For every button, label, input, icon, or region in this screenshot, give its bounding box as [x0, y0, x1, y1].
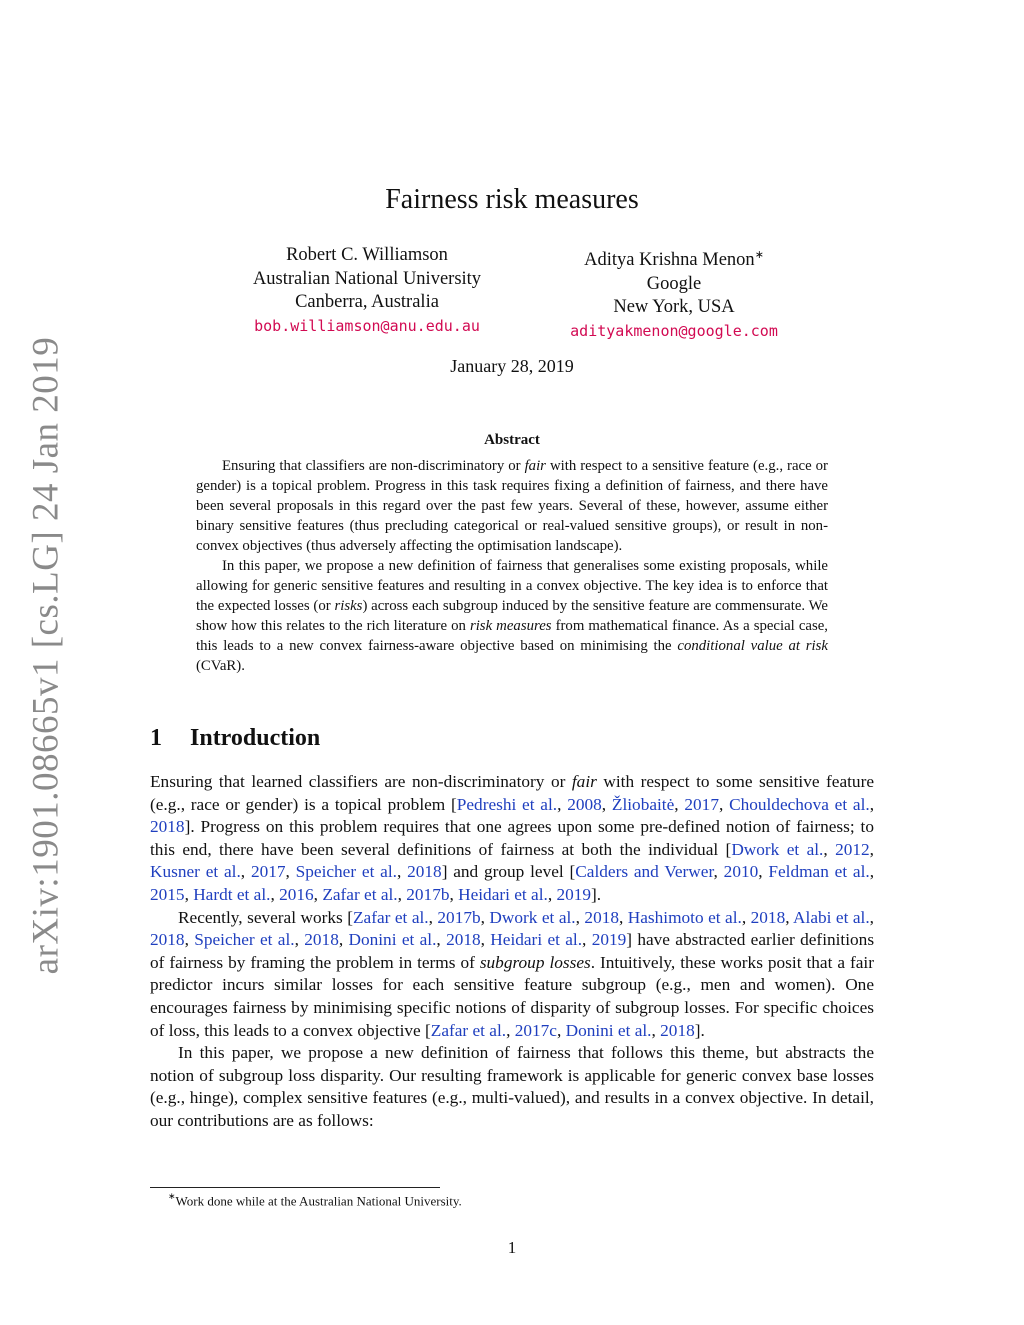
emphasis: risk measures	[469, 618, 552, 634]
text-run: ,	[270, 884, 280, 904]
text-run: ] and group level [	[441, 862, 576, 882]
text-run: ,	[547, 884, 557, 904]
emphasis: fair	[571, 772, 597, 791]
text-run: ,	[338, 930, 349, 950]
text-run: ,	[480, 907, 490, 927]
text-run: . Intuitively, these works posit that a fair predictor incurs similar losses for each sensitive feature subgroup (e.g., men and women). One encourages fairness by minimising specific notions of disparity of subgroup losses. For specific choices of loss, this leads to a convex objective [	[150, 952, 874, 1040]
section-title: Introduction	[190, 725, 321, 751]
citation-year-link[interactable]: 2019	[556, 884, 592, 904]
author-location: New York, USA	[613, 297, 735, 318]
text-run: Ensuring that learned classifiers are non-discriminatory or	[150, 772, 572, 791]
citation-link[interactable]: Heidari et al.	[458, 884, 548, 904]
text-run: ,	[713, 862, 724, 882]
text-run: ,	[674, 794, 685, 814]
text-run: ,	[823, 839, 836, 859]
text-run: ,	[285, 862, 296, 882]
citation-year-link[interactable]: 2017b	[406, 884, 450, 904]
section-number: 1	[150, 725, 162, 751]
text-run: ,	[397, 884, 407, 904]
text-run: ,	[869, 794, 875, 814]
citation-year-link[interactable]: 2017	[250, 862, 286, 882]
emphasis: fair	[524, 458, 546, 474]
text-run: ,	[741, 907, 751, 927]
citation-link[interactable]: Chouldechova et al.	[729, 794, 870, 814]
text-run: ,	[651, 1020, 661, 1040]
author-email-link[interactable]: adityakmenon@google.com	[570, 321, 778, 340]
text-run: ,	[869, 907, 874, 927]
citation-year-link[interactable]: 2018	[150, 817, 185, 837]
text-run: ,	[869, 862, 875, 882]
citation-link[interactable]: Dwork et al.	[731, 839, 824, 859]
citation-year-link[interactable]: 2018	[750, 907, 786, 927]
text-run: ].	[591, 884, 602, 904]
text-run: ,	[575, 907, 585, 927]
citation-link[interactable]: Speicher et al.	[194, 930, 295, 950]
footnote-marker: ∗	[168, 1191, 176, 1201]
text-run: ,	[240, 862, 251, 882]
text-run: Recently, several works [	[178, 907, 353, 927]
citation-link[interactable]: Donini et al.	[565, 1020, 652, 1040]
author-affiliation: Google	[646, 273, 702, 294]
body-paragraph	[150, 771, 874, 907]
citation-year-link[interactable]: 2019	[591, 930, 627, 950]
body-paragraph: In this paper, we propose a new definition of fairness that follows this theme, but abstracts the notion of subgroup loss disparity. Our resulting framework is applicable for generic convex base losses (e.g., hinge), complex sensitive features (e.g., multi-valued), and results in a convex objective. In detail, our contributions are as follows:	[150, 1043, 874, 1130]
text-run: ,	[785, 907, 794, 927]
text-run: ,	[294, 930, 305, 950]
text-run: ,	[618, 907, 628, 927]
author-block-2	[524, 244, 824, 343]
citation-link[interactable]: Žliobaitė	[611, 794, 675, 814]
citation-year-link[interactable]: 2012	[835, 839, 870, 859]
author-location: Canberra, Australia	[295, 292, 439, 312]
text-run: ,	[396, 862, 408, 882]
paper-date: January 28, 2019	[450, 356, 574, 376]
text-run: ,	[436, 930, 447, 950]
footnote-divider	[150, 1187, 440, 1188]
paper-title: Fairness risk measures	[385, 184, 639, 215]
author-email-link[interactable]: bob.williamson@anu.edu.au	[254, 316, 480, 335]
citation-link[interactable]: Alabi et al.	[793, 907, 870, 927]
footnote-marker: ∗	[754, 249, 764, 261]
author-block-1	[217, 244, 517, 338]
citation-year-link[interactable]: 2018	[584, 907, 619, 927]
citation-year-link[interactable]: 2008	[567, 794, 602, 814]
text-run: ,	[480, 930, 491, 950]
text-run: ,	[184, 884, 194, 904]
text-run: In this paper, we propose a new definition of fairness that generalises some existing proposals, while allowing for generic sensitive features and resulting in a convex objective. The key idea is to enforce that the expected losses (or	[196, 558, 828, 614]
citation-year-link[interactable]: 2018	[150, 930, 185, 950]
text-run: ,	[428, 907, 438, 927]
citation-link[interactable]: Pedreshi et al.	[456, 794, 558, 814]
text-run: ) across each subgroup induced by the sensitive feature are commensurate. We show how this relates to the rich literature on	[196, 598, 828, 634]
citation-link[interactable]: Hardt et al.	[193, 884, 271, 904]
footnote	[168, 1192, 462, 1209]
citation-year-link[interactable]: 2018	[446, 930, 481, 950]
citation-year-link[interactable]: 2018	[407, 862, 442, 882]
text-run: ,	[718, 794, 730, 814]
author-name-with-marker	[524, 244, 824, 273]
text-run: ,	[313, 884, 323, 904]
text-run: ,	[601, 794, 612, 814]
citation-link[interactable]: Speicher et al.	[295, 862, 397, 882]
author-name: Robert C. Williamson	[286, 245, 448, 265]
emphasis: subgroup losses	[479, 952, 591, 972]
citation-link[interactable]: Zafar et al.	[430, 1020, 507, 1040]
page-number: 1	[507, 1238, 517, 1257]
citation-link[interactable]: Feldman et al.	[768, 862, 870, 882]
author-affiliation: Australian National University	[252, 268, 482, 289]
citation-year-link[interactable]: 2015	[150, 884, 185, 904]
text-run: ,	[758, 862, 769, 882]
abstract-heading: Abstract	[484, 432, 540, 448]
abstract-paragraph	[196, 556, 828, 676]
citation-link[interactable]: Hashimoto et al.	[627, 907, 742, 927]
text-run: ]. Progress on this problem requires that one agrees upon some pre-defined notion of fairness; to this end, there have been several definitions of fairness at both the individual [	[150, 817, 874, 859]
citation-year-link[interactable]: 2018	[660, 1020, 695, 1040]
citation-link[interactable]: Zafar et al.	[352, 907, 429, 927]
citation-link[interactable]: Zafar et al.	[322, 884, 398, 904]
introduction-body	[150, 771, 874, 1133]
citation-year-link[interactable]: 2010	[723, 862, 759, 882]
author-name: Aditya Krishna Menon	[584, 250, 755, 271]
text-run: (CVaR).	[196, 658, 245, 674]
emphasis: risks	[334, 598, 363, 614]
citation-year-link[interactable]: 2017b	[437, 907, 481, 927]
citation-year-link[interactable]: 2018	[304, 930, 339, 950]
text-run: with respect to some sensitive feature (e.g., race or gender) is a topical problem [	[150, 772, 874, 814]
text-run: Ensuring that classifiers are non-discriminatory or	[222, 458, 525, 474]
text-run: ] have abstracted earlier definitions of fairness by framing the problem in terms of	[150, 930, 875, 972]
text-run: with respect to a sensitive feature (e.g., race or gender) is a topical problem. Progress in this task requires fixing a definition of fairness, and there have been several proposals in this regard over the past few years. Several of these, however, assume either binary sensitive features (thus precluding categorical or real-valued sensitive groups), or result in non-convex objectives (thus adversely affecting the optimisation landscape).	[196, 458, 828, 554]
text-run: ,	[557, 794, 568, 814]
section-heading	[150, 725, 320, 752]
citation-year-link[interactable]: 2017c	[514, 1020, 557, 1040]
abstract-body	[196, 456, 828, 676]
citation-link[interactable]: Calders and Verwer	[575, 862, 714, 882]
arxiv-identifier: arXiv:1901.08665v1 [cs.LG] 24 Jan 2019	[25, 336, 67, 974]
citation-year-link[interactable]: 2016	[279, 884, 314, 904]
citation-link[interactable]: Donini et al.	[348, 930, 437, 950]
body-paragraph	[150, 907, 874, 1043]
text-run: from mathematical finance. As a special case, this leads to a new convex fairness-aware objective based on minimising the	[196, 618, 829, 654]
text-run: ,	[869, 839, 874, 859]
text-run: ].	[694, 1020, 705, 1040]
text-run: ,	[582, 930, 592, 950]
text-run: ,	[556, 1020, 566, 1040]
text-run: ,	[506, 1020, 515, 1040]
text-run: ,	[184, 930, 195, 950]
footnote-text: Work done while at the Australian National University.	[175, 1193, 462, 1209]
citation-link[interactable]: Dwork et al.	[489, 907, 576, 927]
citation-link[interactable]: Heidari et al.	[490, 930, 583, 950]
emphasis: conditional value at risk	[677, 638, 828, 654]
citation-link[interactable]: Kusner et al.	[150, 862, 241, 882]
text-run: ,	[449, 884, 459, 904]
abstract-paragraph	[196, 456, 828, 556]
citation-year-link[interactable]: 2017	[684, 794, 719, 814]
